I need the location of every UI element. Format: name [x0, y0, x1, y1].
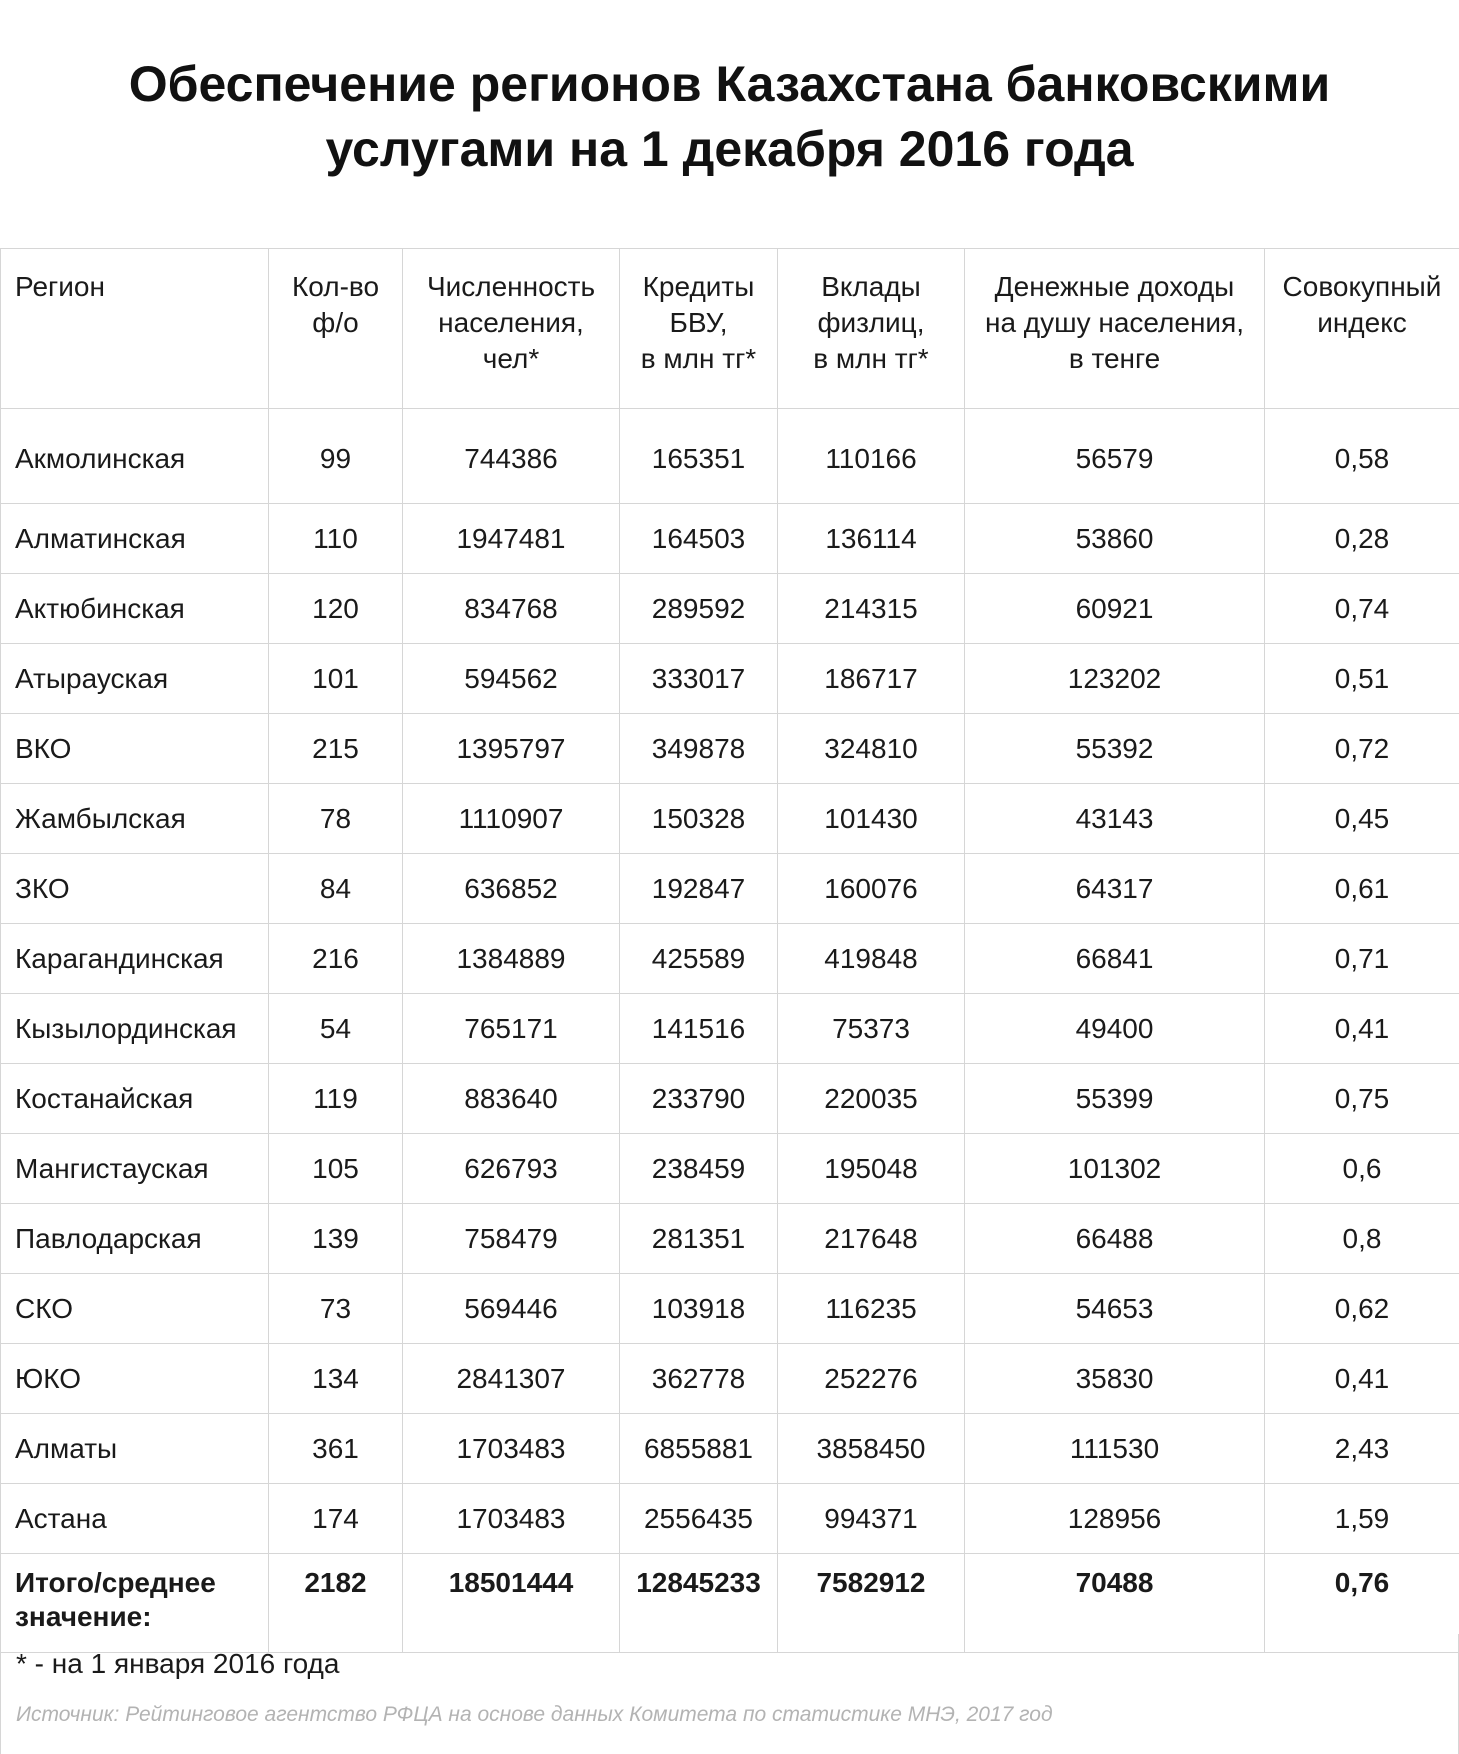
value-cell: 150328: [620, 784, 778, 854]
value-cell: 2841307: [403, 1344, 620, 1414]
value-cell: 1384889: [403, 924, 620, 994]
value-cell: 6855881: [620, 1414, 778, 1484]
value-cell: 54653: [965, 1274, 1265, 1344]
banking-services-table: [0, 248, 1459, 1653]
region-cell: ЮКО: [1, 1344, 269, 1414]
value-cell: 136114: [778, 504, 965, 574]
total-value-cell: 0,76: [1265, 1554, 1459, 1653]
value-cell: 217648: [778, 1204, 965, 1274]
value-cell: 3858450: [778, 1414, 965, 1484]
value-cell: 362778: [620, 1344, 778, 1414]
value-cell: 160076: [778, 854, 965, 924]
value-cell: 111530: [965, 1414, 1265, 1484]
value-cell: 99: [269, 409, 403, 504]
value-cell: 56579: [965, 409, 1265, 504]
value-cell: 361: [269, 1414, 403, 1484]
value-cell: 139: [269, 1204, 403, 1274]
column-header: [620, 249, 778, 409]
table-row: [1, 409, 1459, 504]
region-cell: Костанайская: [1, 1064, 269, 1134]
value-cell: 636852: [403, 854, 620, 924]
table-row: [1, 574, 1459, 644]
value-cell: 214315: [778, 574, 965, 644]
value-cell: 333017: [620, 644, 778, 714]
value-cell: 626793: [403, 1134, 620, 1204]
value-cell: 64317: [965, 854, 1265, 924]
value-cell: 0,74: [1265, 574, 1459, 644]
value-cell: 101430: [778, 784, 965, 854]
column-header-line: на душу населения,: [984, 307, 1245, 338]
column-header: [1265, 249, 1459, 409]
column-header-line: Совокупный: [1282, 271, 1442, 302]
value-cell: 349878: [620, 714, 778, 784]
table-row: [1, 1064, 1459, 1134]
column-header: [403, 249, 620, 409]
page-title: [0, 52, 1459, 182]
value-cell: 2,43: [1265, 1414, 1459, 1484]
total-value-cell: 70488: [965, 1554, 1265, 1653]
table-row: [1, 784, 1459, 854]
column-header-line: Денежные доходы: [994, 271, 1235, 302]
value-cell: 281351: [620, 1204, 778, 1274]
value-cell: 215: [269, 714, 403, 784]
table-row: [1, 1274, 1459, 1344]
region-cell: ВКО: [1, 714, 269, 784]
region-cell: Астана: [1, 1484, 269, 1554]
value-cell: 66488: [965, 1204, 1265, 1274]
value-cell: 53860: [965, 504, 1265, 574]
value-cell: 2556435: [620, 1484, 778, 1554]
region-cell: Алматы: [1, 1414, 269, 1484]
value-cell: 324810: [778, 714, 965, 784]
value-cell: 0,75: [1265, 1064, 1459, 1134]
value-cell: 103918: [620, 1274, 778, 1344]
value-cell: 994371: [778, 1484, 965, 1554]
value-cell: 110166: [778, 409, 965, 504]
table-row: [1, 1414, 1459, 1484]
value-cell: 238459: [620, 1134, 778, 1204]
column-header: [1, 249, 269, 409]
value-cell: 1,59: [1265, 1484, 1459, 1554]
column-header-line: Вклады: [821, 271, 921, 302]
value-cell: 1703483: [403, 1414, 620, 1484]
value-cell: 289592: [620, 574, 778, 644]
title-line-1: Обеспечение регионов Казахстана банковскими: [128, 56, 1331, 112]
value-cell: 134: [269, 1344, 403, 1414]
value-cell: 883640: [403, 1064, 620, 1134]
value-cell: 0,6: [1265, 1134, 1459, 1204]
value-cell: 0,61: [1265, 854, 1459, 924]
value-cell: 0,58: [1265, 409, 1459, 504]
value-cell: 73: [269, 1274, 403, 1344]
table-row: [1, 504, 1459, 574]
value-cell: 1703483: [403, 1484, 620, 1554]
value-cell: 216: [269, 924, 403, 994]
value-cell: 119: [269, 1064, 403, 1134]
value-cell: 128956: [965, 1484, 1265, 1554]
value-cell: 0,41: [1265, 1344, 1459, 1414]
value-cell: 195048: [778, 1134, 965, 1204]
value-cell: 758479: [403, 1204, 620, 1274]
value-cell: 164503: [620, 504, 778, 574]
region-cell: ЗКО: [1, 854, 269, 924]
table-row: [1, 924, 1459, 994]
column-header-line: в тенге: [1068, 343, 1161, 374]
region-cell: Акмолинская: [1, 409, 269, 504]
region-cell: Атырауская: [1, 644, 269, 714]
value-cell: 0,41: [1265, 994, 1459, 1064]
value-cell: 220035: [778, 1064, 965, 1134]
value-cell: 141516: [620, 994, 778, 1064]
value-cell: 425589: [620, 924, 778, 994]
column-header-line: Регион: [15, 271, 105, 302]
value-cell: 1110907: [403, 784, 620, 854]
region-cell: СКО: [1, 1274, 269, 1344]
value-cell: 101: [269, 644, 403, 714]
region-cell: Павлодарская: [1, 1204, 269, 1274]
table-row: [1, 854, 1459, 924]
value-cell: 0,62: [1265, 1274, 1459, 1344]
value-cell: 834768: [403, 574, 620, 644]
region-cell: Алматинская: [1, 504, 269, 574]
table-row: [1, 1344, 1459, 1414]
column-header-line: Численность: [426, 271, 596, 302]
total-value-cell: 7582912: [778, 1554, 965, 1653]
value-cell: 84: [269, 854, 403, 924]
value-cell: 419848: [778, 924, 965, 994]
value-cell: 744386: [403, 409, 620, 504]
value-cell: 174: [269, 1484, 403, 1554]
column-header-line: чел*: [482, 343, 540, 374]
title-line-2: услугами на 1 декабря 2016 года: [325, 121, 1134, 177]
value-cell: 110: [269, 504, 403, 574]
value-cell: 1395797: [403, 714, 620, 784]
value-cell: 0,45: [1265, 784, 1459, 854]
table-header-row: [1, 249, 1459, 409]
total-label-line: Итого/среднее: [15, 1567, 216, 1598]
region-cell: Карагандинская: [1, 924, 269, 994]
total-label-line: значение:: [15, 1601, 152, 1632]
value-cell: 116235: [778, 1274, 965, 1344]
value-cell: 54: [269, 994, 403, 1064]
value-cell: 233790: [620, 1064, 778, 1134]
value-cell: 35830: [965, 1344, 1265, 1414]
region-cell: Жамбылская: [1, 784, 269, 854]
total-value-cell: 18501444: [403, 1554, 620, 1653]
table-row: [1, 1134, 1459, 1204]
value-cell: 55392: [965, 714, 1265, 784]
value-cell: 78: [269, 784, 403, 854]
region-cell: Кызылординская: [1, 994, 269, 1064]
column-header-line: Кредиты: [642, 271, 755, 302]
value-cell: 101302: [965, 1134, 1265, 1204]
value-cell: 75373: [778, 994, 965, 1064]
value-cell: 120: [269, 574, 403, 644]
column-header-line: индекс: [1317, 307, 1407, 338]
value-cell: 60921: [965, 574, 1265, 644]
value-cell: 594562: [403, 644, 620, 714]
value-cell: 569446: [403, 1274, 620, 1344]
value-cell: 192847: [620, 854, 778, 924]
value-cell: 0,28: [1265, 504, 1459, 574]
value-cell: 43143: [965, 784, 1265, 854]
value-cell: 1947481: [403, 504, 620, 574]
footnote: * - на 1 января 2016 года: [16, 1648, 340, 1679]
value-cell: 49400: [965, 994, 1265, 1064]
value-cell: 0,8: [1265, 1204, 1459, 1274]
column-header-line: в млн тг*: [640, 343, 757, 374]
value-cell: 55399: [965, 1064, 1265, 1134]
value-cell: 165351: [620, 409, 778, 504]
column-header: [269, 249, 403, 409]
table-row: [1, 644, 1459, 714]
value-cell: 765171: [403, 994, 620, 1064]
value-cell: 252276: [778, 1344, 965, 1414]
column-header: [778, 249, 965, 409]
column-header-line: Кол-во: [291, 271, 380, 302]
value-cell: 105: [269, 1134, 403, 1204]
column-header-line: ф/о: [312, 307, 359, 338]
table-body: [1, 409, 1459, 1653]
column-header-line: населения,: [438, 307, 584, 338]
table-row: [1, 994, 1459, 1064]
column-header-line: физлиц,: [817, 307, 925, 338]
region-cell: Актюбинская: [1, 574, 269, 644]
total-value-cell: 2182: [269, 1554, 403, 1653]
source-note: Источник: Рейтинговое агентство РФЦА на основе данных Комитета по статистике МНЭ, 2017 год: [16, 1703, 1053, 1726]
table-row: [1, 714, 1459, 784]
column-header-line: в млн тг*: [813, 343, 929, 374]
column-header-line: БВУ,: [669, 307, 728, 338]
value-cell: 0,72: [1265, 714, 1459, 784]
region-cell: Мангистауская: [1, 1134, 269, 1204]
table-row: [1, 1204, 1459, 1274]
column-header: [965, 249, 1265, 409]
value-cell: 123202: [965, 644, 1265, 714]
table-row: [1, 1484, 1459, 1554]
value-cell: 0,71: [1265, 924, 1459, 994]
value-cell: 66841: [965, 924, 1265, 994]
value-cell: 186717: [778, 644, 965, 714]
total-value-cell: 12845233: [620, 1554, 778, 1653]
value-cell: 0,51: [1265, 644, 1459, 714]
